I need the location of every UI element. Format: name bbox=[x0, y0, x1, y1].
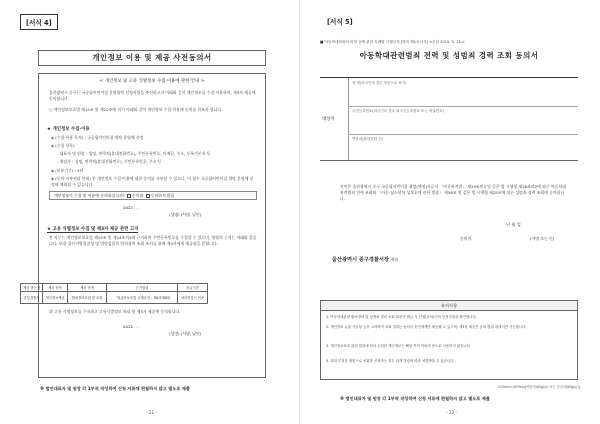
applicant-form bbox=[320, 77, 578, 161]
items-representative: - 대표자 및 원장 : 성명, 연락처(휴대전화번호), 주민등록번호, 이메일, 주소, 등록기본지 등 bbox=[57, 151, 211, 156]
refusal-notice: ◈ (동의 거부권리 안내) 본 개인정보 수집·이용에 대한 동의를 거부할 수 있으나, 이 경우 국공립어린이집 위탁 운영체 선정에 제외될 수 있습니다. bbox=[51, 176, 254, 187]
page-number: - 21 - bbox=[146, 410, 158, 415]
guidance-title: 유의사항 bbox=[321, 301, 577, 311]
retention-period: ◈ (보유기간) : 5년 bbox=[51, 168, 84, 173]
disagree-label: 동의하지 않음 bbox=[150, 193, 175, 198]
column-separator bbox=[348, 78, 349, 160]
inquiry-consent-title: 아동학대관련범죄 전력 및 성범죄 경력 조회 동의서 bbox=[359, 51, 539, 60]
date-field[interactable]: 년 월 일 bbox=[506, 222, 521, 227]
guidance-note: 3. 개인정보보호 관련 법령에 따라 수집한 개인정보는 해당 목적 이외의 용도로 사용하지 않습니다. bbox=[326, 344, 471, 348]
law-note: ○ 개인정보보호법 제15조 및 제22조에 의거 아래와 같이 개인정보 수집·이용에 동의를 한조사 합니다. bbox=[49, 107, 223, 112]
identifier-text: 본 사무는 개인정보보호법 제15조 및 제24조의2에 근거하여 주민등록번호를 수집할 수 있으며, 법령의 근거는 아래와 같습니다. 또한 울산지방경찰청 및 법원검찰의 범죄경력 조회 조치를 위해 제3자에게 제공함을 알립니다. bbox=[49, 235, 257, 246]
form-tag: [서식 5] bbox=[327, 18, 353, 26]
table-cell: 범죄경력조회 및 조회 bbox=[67, 292, 106, 304]
row-separator bbox=[348, 106, 578, 107]
table-row bbox=[21, 292, 208, 304]
guidance-note: 4. 허위·부정한 방법으로 조회를 신청하는 경우 관계 법령에 따라 처벌받을 수 있습니다. bbox=[326, 359, 455, 363]
org-suffix: 귀하 bbox=[390, 257, 399, 262]
name-field[interactable]: 성 명(외국인의 경우 영문으로 표기) bbox=[352, 81, 407, 85]
agree-checkbox[interactable] bbox=[127, 194, 131, 198]
row-separator bbox=[348, 134, 578, 135]
agree-label: 동의함 bbox=[132, 193, 144, 198]
third-party-table bbox=[20, 283, 208, 304]
items-heading: ◈ (수집 항목) bbox=[51, 143, 75, 148]
phone-field[interactable]: 연락처(휴대전화 등) bbox=[352, 137, 383, 141]
page-number: - 22 - bbox=[446, 410, 458, 415]
intro-text: 울산광역시 중구는 국공립어린이집 운영위탁 선정사업을 추진하고자 아래와 같이 개인정보를 수집·이용하며, 제3자 제공에 동의합니다. bbox=[49, 90, 256, 101]
purpose-text: ◈ (수집·이용 목적) : 국공립어린이집 위탁 운영체 선정 bbox=[51, 135, 144, 140]
table-header: 근거법령 bbox=[107, 284, 178, 292]
table-header: 제공 목적 bbox=[67, 284, 106, 292]
disagree-checkbox[interactable] bbox=[146, 194, 150, 198]
regulation-header: ■ 아동학대범죄의 처벌 등에 관한 특례법 시행규칙 [별지 제1호서식] <신설 2015. 3. 13.> bbox=[320, 40, 465, 44]
table-header: 제공 항목 bbox=[43, 284, 68, 292]
signature-field-2[interactable]: (성명) (서명, 날인) bbox=[169, 331, 202, 336]
recipient-org bbox=[332, 256, 398, 263]
date-field[interactable]: 2022 . . bbox=[123, 205, 138, 210]
consent-title: 개인정보 이용 및 제공 사전동의서 bbox=[38, 50, 266, 66]
id-number-field[interactable]: 주민등록번호(외국인의 경우 외국인등록번호 또는 여권번호) bbox=[352, 109, 444, 113]
final-consent-text: 위 고유 식별정보를 수지하고 고유식별정보 처리 및 제3자 제공에 동의합니다. bbox=[49, 309, 181, 314]
paper-spec: 210mm×297mm[백상지(80g/㎡) 또는 중질지(80g/㎡)] bbox=[497, 385, 580, 389]
collection-consent-row bbox=[49, 191, 257, 200]
table-cell: 중부경찰서 bbox=[21, 292, 43, 304]
footnote: ※ 법인대표자 및 원장 각 1부씩 작성하여 신청 서류에 편철하지 않고 별도로 제출 bbox=[40, 386, 190, 391]
items-delegate: - 위임자 : 성명, 연락처(휴대전화번호), 주민등록번호, 주소 등 bbox=[57, 159, 162, 164]
footnote: ※ 법인대표자 및 원장 각 1부씩 작성하여 신청 서류에 편철하지 않고 별도로 제출 bbox=[340, 396, 490, 401]
form-tag: [서식 4] bbox=[20, 14, 58, 30]
guidance-box bbox=[320, 300, 578, 380]
section-collection-heading: ★ 개인정보 수집·이용 bbox=[47, 127, 90, 132]
applicant-label: 대상자 bbox=[322, 117, 335, 122]
table-cell: 개인정보제공 bbox=[43, 292, 68, 304]
guidance-note: 1. 아동학대관련 범죄경력 및 성범죄 경력 조회 회신서 발급 시 신청(동의)인의 인적사항을 확인합니다. bbox=[326, 315, 477, 319]
right-page bbox=[300, 0, 600, 424]
table-header: 제공 받는자 bbox=[21, 284, 43, 292]
consent-question: 개인정보의 수집 및 이용에 동의하십니까? bbox=[54, 193, 125, 198]
signature-field[interactable]: (서명 또는 인) bbox=[530, 236, 555, 241]
table-cell: 「영유아보육법 시행규칙」제4조제6항 bbox=[107, 292, 178, 304]
org-name: 울산광역시 중구경찰서장 bbox=[332, 257, 389, 263]
consent-body: 본인은 울산광역시 중구 국공립어린이집 취업(예정)자로서 「아동복지법」 제29조의3 및 같은 법 시행령 제26조의2에 따른 아동학대관련범죄 전력 조회와 「아동·청소년의 성보호에 관한 법률」 제56조 및 같은 법 시행령 제25조에 따른 성범죄 경력 조회에 동의합니다. bbox=[340, 184, 566, 201]
consent-subtitle: < 개인정보 및 고유 식별정보 수집·이용에 관한 안내 > bbox=[99, 79, 205, 84]
consent-person-label: 동의자 bbox=[460, 236, 472, 241]
section-identifier-heading: ★ 고유 식별정보 수집 및 제3자 제공 관련 고지 bbox=[47, 227, 139, 232]
signature-field[interactable]: (성명) (서명, 날인) bbox=[169, 212, 202, 217]
consent-box bbox=[38, 73, 266, 378]
guidance-note: 2. 개인정보 유출 가능성 등을 고려하여 조회 결과는 동의자 본인에게만 제공될 수 있으며, 제3자 제공은 동의 범위 내에서만 가능합니다. bbox=[326, 325, 527, 329]
table-cell: 처리영업시 이용 bbox=[177, 292, 207, 304]
date-field-2[interactable]: 2022 . . bbox=[123, 324, 138, 329]
table-header: 보유기간 bbox=[177, 284, 207, 292]
